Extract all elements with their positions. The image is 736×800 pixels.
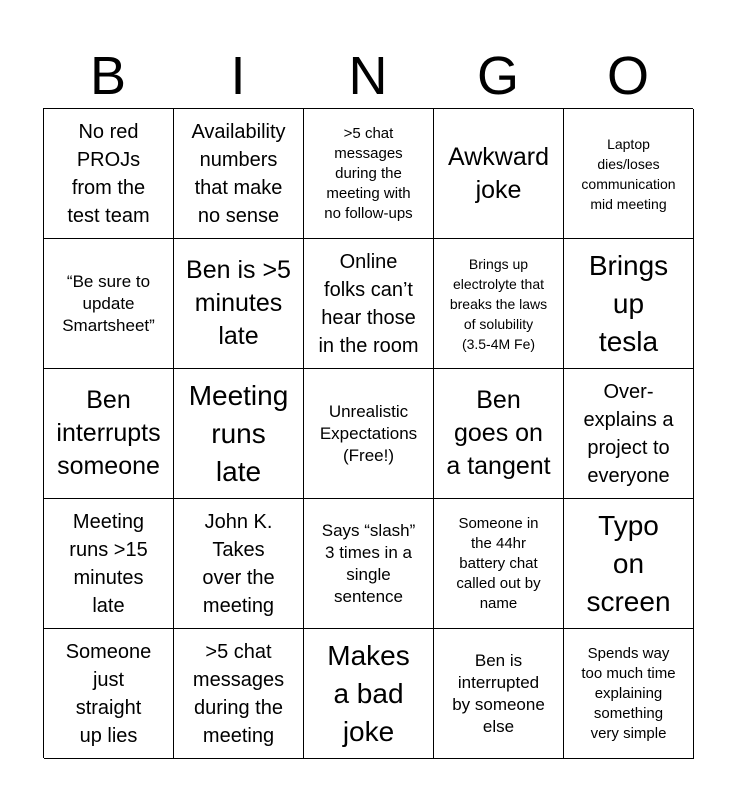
cell-text: >5 chat messages during the meeting bbox=[192, 640, 285, 747]
bingo-cell[interactable] bbox=[44, 369, 174, 499]
bingo-cell[interactable] bbox=[564, 369, 694, 499]
bingo-cell[interactable] bbox=[174, 369, 304, 499]
bingo-cell[interactable] bbox=[304, 109, 434, 239]
cell-text: Someone in the 44hr battery chat called out by name bbox=[456, 514, 541, 612]
bingo-cell[interactable] bbox=[434, 109, 564, 239]
cell-text: Ben is interrupted by someone else bbox=[452, 650, 545, 736]
bingo-cell[interactable] bbox=[44, 629, 174, 759]
cell-text: “Be sure to update Smartsheet” bbox=[62, 271, 155, 335]
cell-text: Online folks can’t hear those in the room bbox=[318, 250, 419, 357]
cell-text: Typo on screen bbox=[586, 509, 671, 617]
bingo-cell[interactable] bbox=[304, 629, 434, 759]
cell-text: Meeting runs late bbox=[188, 379, 289, 487]
bingo-cell[interactable] bbox=[564, 629, 694, 759]
bingo-board bbox=[43, 108, 693, 758]
cell-text: Awkward joke bbox=[448, 142, 549, 204]
bingo-cell[interactable] bbox=[174, 239, 304, 369]
bingo-header bbox=[43, 44, 693, 108]
bingo-cell[interactable] bbox=[564, 239, 694, 369]
bingo-cell[interactable] bbox=[564, 109, 694, 239]
bingo-cell[interactable] bbox=[44, 239, 174, 369]
bingo-cell[interactable] bbox=[434, 499, 564, 629]
cell-text: Ben interrupts someone bbox=[56, 386, 161, 480]
cell-text: Someone just straight up lies bbox=[65, 640, 152, 747]
bingo-cell[interactable] bbox=[304, 239, 434, 369]
cell-text: Brings up electrolyte that breaks the laws of solubility (3.5-4M Fe) bbox=[449, 255, 548, 352]
cell-text: Laptop dies/loses communication mid meeting bbox=[581, 135, 676, 212]
cell-text: Over- explains a project to everyone bbox=[583, 380, 674, 487]
bingo-cell[interactable] bbox=[174, 109, 304, 239]
cell-text: Unrealistic Expectations (Free!) bbox=[319, 401, 418, 465]
header-letter-b: B bbox=[89, 46, 127, 106]
cell-text: Availability numbers that make no sense bbox=[191, 120, 286, 227]
bingo-cell[interactable] bbox=[434, 369, 564, 499]
bingo-cell[interactable] bbox=[174, 499, 304, 629]
cell-text: Says “slash” 3 times in a single sentence bbox=[321, 520, 416, 606]
cell-text: Ben goes on a tangent bbox=[446, 386, 551, 480]
bingo-cell[interactable] bbox=[564, 499, 694, 629]
header-letter-n: N bbox=[348, 46, 388, 106]
cell-text: No red PROJs from the test team bbox=[67, 120, 150, 227]
header-letter-i: I bbox=[230, 46, 246, 106]
bingo-cell[interactable] bbox=[434, 239, 564, 369]
bingo-cell[interactable] bbox=[174, 629, 304, 759]
bingo-cell[interactable] bbox=[434, 629, 564, 759]
header-letter-g: G bbox=[476, 46, 519, 106]
bingo-cell[interactable] bbox=[304, 499, 434, 629]
cell-text: >5 chat messages during the meeting with no follow-ups bbox=[324, 124, 413, 222]
cell-text: John K. Takes over the meeting bbox=[202, 510, 275, 617]
bingo-cell[interactable] bbox=[44, 109, 174, 239]
header-letter-o: O bbox=[606, 46, 649, 106]
bingo-cell-free[interactable] bbox=[304, 369, 434, 499]
bingo-cell[interactable] bbox=[44, 499, 174, 629]
cell-text: Spends way too much time explaining something very simple bbox=[581, 644, 676, 742]
cell-text: Ben is >5 minutes late bbox=[186, 256, 291, 350]
cell-text: Makes a bad joke bbox=[327, 639, 410, 747]
cell-text: Brings up tesla bbox=[588, 249, 669, 357]
cell-text: Meeting runs >15 minutes late bbox=[69, 510, 148, 617]
